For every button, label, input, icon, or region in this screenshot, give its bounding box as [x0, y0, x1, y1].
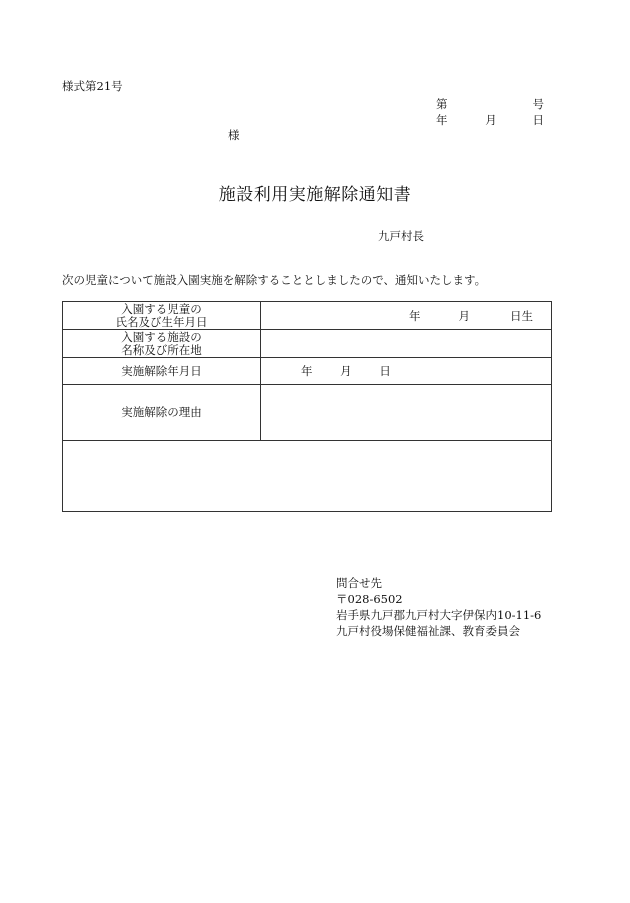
sender-name: 九戸村長 [378, 229, 424, 243]
document-number [436, 96, 544, 112]
body-text: 次の児童について施設入園実施を解除することとしましたので、通知いたします。 [62, 273, 487, 287]
facility-value[interactable] [261, 330, 552, 358]
facility-label [63, 330, 261, 358]
table-row-remarks [63, 441, 552, 512]
table-row-reason [63, 385, 552, 441]
release-date-label: 実施解除年月日 [63, 358, 261, 385]
birth-date [261, 308, 551, 324]
table-row-child [63, 302, 552, 330]
issue-month: 月 [485, 113, 497, 127]
child-label-line2: 氏名及び生年月日 [115, 314, 208, 329]
birth-year: 年 [409, 308, 421, 323]
issue-date [436, 112, 544, 128]
contact-office: 九戸村役場保健福祉課、教育委員会 [336, 624, 520, 638]
issue-year: 年 [436, 113, 448, 127]
child-value[interactable] [261, 302, 552, 330]
birth-day: 日生 [510, 308, 533, 323]
document-title: 施設利用実施解除通知書 [218, 185, 412, 205]
release-date-value[interactable] [261, 358, 552, 385]
contact-heading: 問合せ先 [336, 576, 382, 590]
contact-address: 岩手県九戸郡九戸村大字伊保内10-11-6 [336, 608, 542, 622]
form-number: 様式第21号 [62, 79, 123, 93]
release-date [261, 363, 551, 379]
facility-label-line2: 名称及び所在地 [121, 342, 202, 357]
doc-no-suffix: 号 [532, 97, 544, 111]
notice-table [62, 301, 552, 512]
release-day: 日 [379, 364, 391, 378]
doc-no-prefix: 第 [436, 97, 448, 111]
release-year: 年 [301, 364, 313, 378]
child-label [63, 302, 261, 330]
addressee: 様 [228, 128, 240, 142]
birth-month: 月 [458, 308, 470, 323]
table-row-release-date [63, 358, 552, 385]
remarks-cell[interactable] [63, 441, 552, 512]
release-month: 月 [340, 364, 352, 378]
reason-label: 実施解除の理由 [63, 385, 261, 441]
table-row-facility [63, 330, 552, 358]
contact-block [336, 575, 541, 639]
contact-postal: 〒028-6502 [336, 592, 403, 606]
reason-value[interactable] [261, 385, 552, 441]
child-label-line1: 入園する児童の [121, 301, 202, 316]
issue-day: 日 [532, 113, 544, 127]
facility-label-line1: 入園する施設の [121, 329, 202, 344]
